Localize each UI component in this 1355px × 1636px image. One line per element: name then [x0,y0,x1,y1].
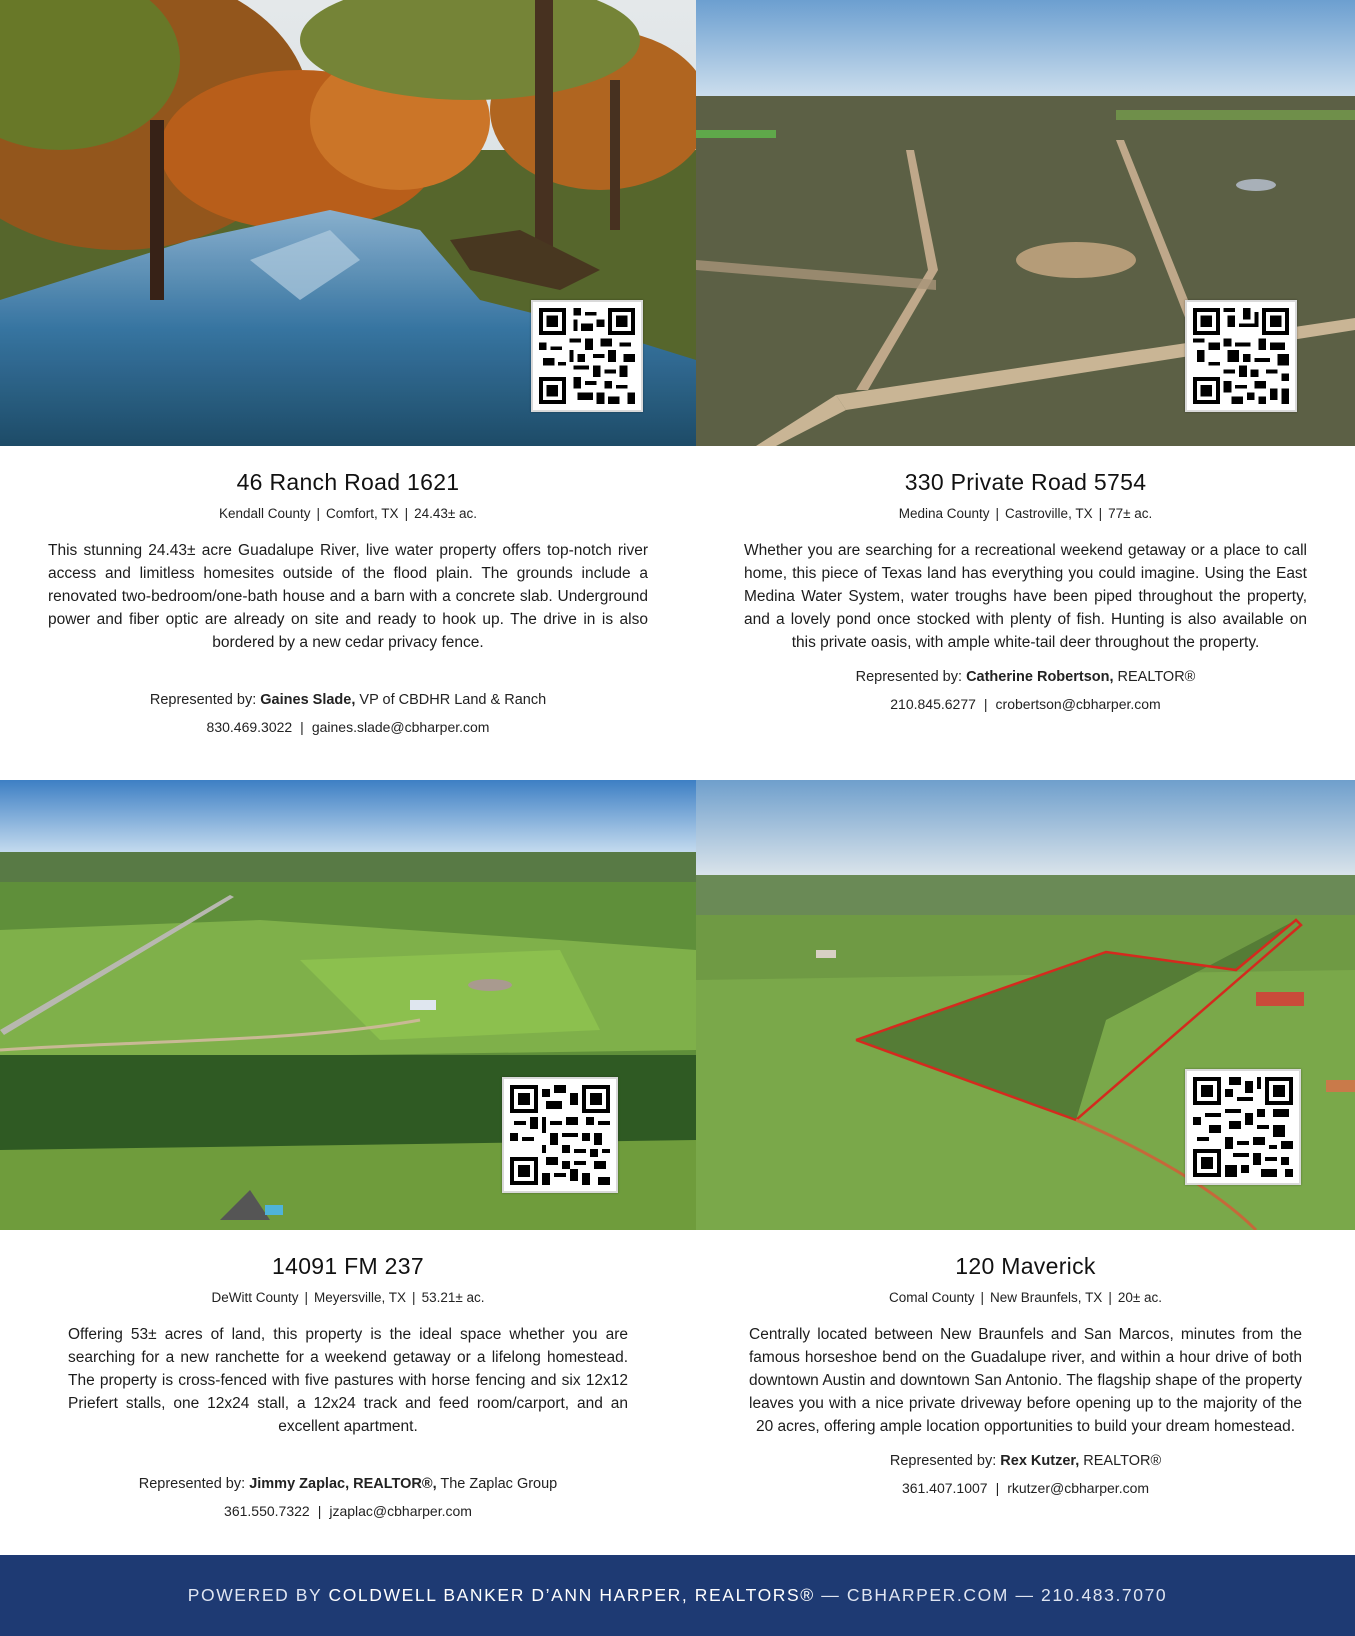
listing-4-city: New Braunfels, TX [990,1290,1103,1305]
agent-email[interactable]: jzaplac@cbharper.com [329,1503,472,1519]
footer-website[interactable]: CBHARPER.COM [846,1585,1009,1605]
agent-name: Catherine Robertson, [966,669,1114,685]
agent-phone[interactable]: 830.469.3022 [206,719,293,735]
listing-4-county: Comal County [888,1290,975,1305]
separator: | [304,1290,309,1305]
listing-2-city: Castroville, TX [1005,506,1093,521]
listing-1-acreage: 24.43± ac. [414,506,478,521]
listing-4-title: 120 Maverick [955,1253,1096,1279]
listing-2-qr-code[interactable] [1185,300,1297,412]
listing-3-photo [0,780,696,1230]
listing-3-meta [48,1289,648,1307]
listing-2-agent [744,667,1307,687]
separator: | [1108,1290,1112,1305]
listing-1-city: Comfort, TX [326,506,399,521]
listing-4-meta [744,1289,1307,1307]
agent-phone[interactable]: 210.845.6277 [890,696,976,712]
separator: | [980,1290,985,1305]
agent-phone[interactable]: 361.407.1007 [901,1480,988,1496]
listing-3-title: 14091 FM 237 [272,1253,424,1279]
listing-4-agent [744,1451,1307,1471]
listing-4 [696,1230,1355,1555]
footer-phone[interactable]: 210.483.7070 [1041,1585,1168,1605]
rep-prefix: Represented by: [149,692,261,708]
agent-email[interactable]: gaines.slade@cbharper.com [311,719,490,735]
footer-dash: — [814,1585,847,1605]
listing-2-acreage: 77± ac. [1108,506,1153,521]
separator: | [995,1480,1000,1496]
agent-name: Jimmy Zaplac, REALTOR®, [249,1476,437,1492]
agent-title: REALTOR® [1113,669,1196,685]
agent-title: The Zaplac Group [436,1476,558,1492]
agent-name: Gaines Slade, [260,692,356,708]
rep-prefix: Represented by: [889,1453,1001,1469]
separator: | [995,506,1000,521]
footer-dash: — [1008,1585,1042,1605]
separator: | [1098,506,1103,521]
separator: | [412,1290,416,1305]
agent-title: REALTOR® [1079,1453,1162,1469]
listing-3-description: Offering 53± acres of land, this property is the ideal space whether you are searching for a new ranchette for a weekend getaway or a lifelong homestead. The property is cross-fenced with five pastures with horse fencing and six 12x12 Priefert stalls, one 12x24 stall, a 12x24 track and feed room/carport, and an excellent apartment. [68,1326,628,1435]
listing-3-agent [48,1474,648,1494]
listing-3-county: DeWitt County [211,1290,299,1305]
listing-2-county: Medina County [898,506,990,521]
rep-prefix: Represented by: [138,1476,250,1492]
separator: | [983,696,988,712]
listing-4-photo [696,780,1355,1230]
separator: | [300,719,304,735]
listing-2-description: Whether you are searching for a recreational weekend getaway or a place to call home, this piece of Texas land has everything you could imagine. Using the East Medina Water System, water troughs have been piped throughout the property, and a lovely pond once stocked with plenty of fish. Hunting is also available on this private oasis, with ample white-tail deer throughout the property. [744,542,1307,651]
listing-2-meta [744,505,1307,523]
footer-banner [0,1555,1355,1636]
listing-2-title: 330 Private Road 5754 [904,469,1147,495]
footer-prefix: POWERED BY [187,1585,329,1605]
listing-1-meta [48,505,648,523]
listing-3-qr-code[interactable] [502,1077,618,1193]
listing-4-contact [744,1479,1307,1497]
listing-3-city: Meyersville, TX [314,1290,407,1305]
listing-2-contact [744,695,1307,713]
rep-prefix: Represented by: [855,669,967,685]
listing-4-qr-code[interactable] [1185,1069,1301,1185]
listing-1-qr-code[interactable] [531,300,643,412]
listing-1-title: 46 Ranch Road 1621 [236,469,460,495]
agent-email[interactable]: crobertson@cbharper.com [995,696,1161,712]
agent-title: VP of CBDHR Land & Ranch [355,692,547,708]
agent-email[interactable]: rkutzer@cbharper.com [1007,1480,1150,1496]
listing-4-description: Centrally located between New Braunfels and San Marcos, minutes from the famous horseshoe bend on the Guadalupe river, and within a hour drive of both downtown Austin and downtown San Antonio. The flagship shape of the property leaves you with a nice private driveway before opening up to the majority of the 20 acres, offering ample location opportunities to build your dream homestead. [749,1326,1302,1435]
listing-1-contact [48,718,648,736]
separator: | [404,506,409,521]
listing-3 [0,1230,696,1555]
listing-1-photo [0,0,696,446]
listing-1-description: This stunning 24.43± acre Guadalupe River, live water property offers top-notch river access and limitless homesites outside of the flood plain. The grounds include a renovated two-bedroom/one-bath house and a barn with a concrete slab. Underground power and fiber optic are already on site and ready to hook up. The drive in is also bordered by a new cedar privacy fence. [48,542,648,651]
listing-3-acreage: 53.21± ac. [421,1290,485,1305]
listing-2 [696,446,1355,780]
separator: | [317,1503,322,1519]
listing-1-county: Kendall County [218,506,311,521]
separator: | [316,506,321,521]
agent-name: Rex Kutzer, [1000,1453,1080,1469]
footer-brand: COLDWELL BANKER D’ANN HARPER, REALTORS® [328,1585,815,1605]
listing-2-photo [696,0,1355,446]
listing-4-acreage: 20± ac. [1117,1290,1163,1305]
footer-text [188,1585,1168,1606]
listing-1-agent [48,690,648,710]
listing-1 [0,446,696,780]
listing-3-contact [48,1502,648,1520]
agent-phone[interactable]: 361.550.7322 [224,1503,310,1519]
